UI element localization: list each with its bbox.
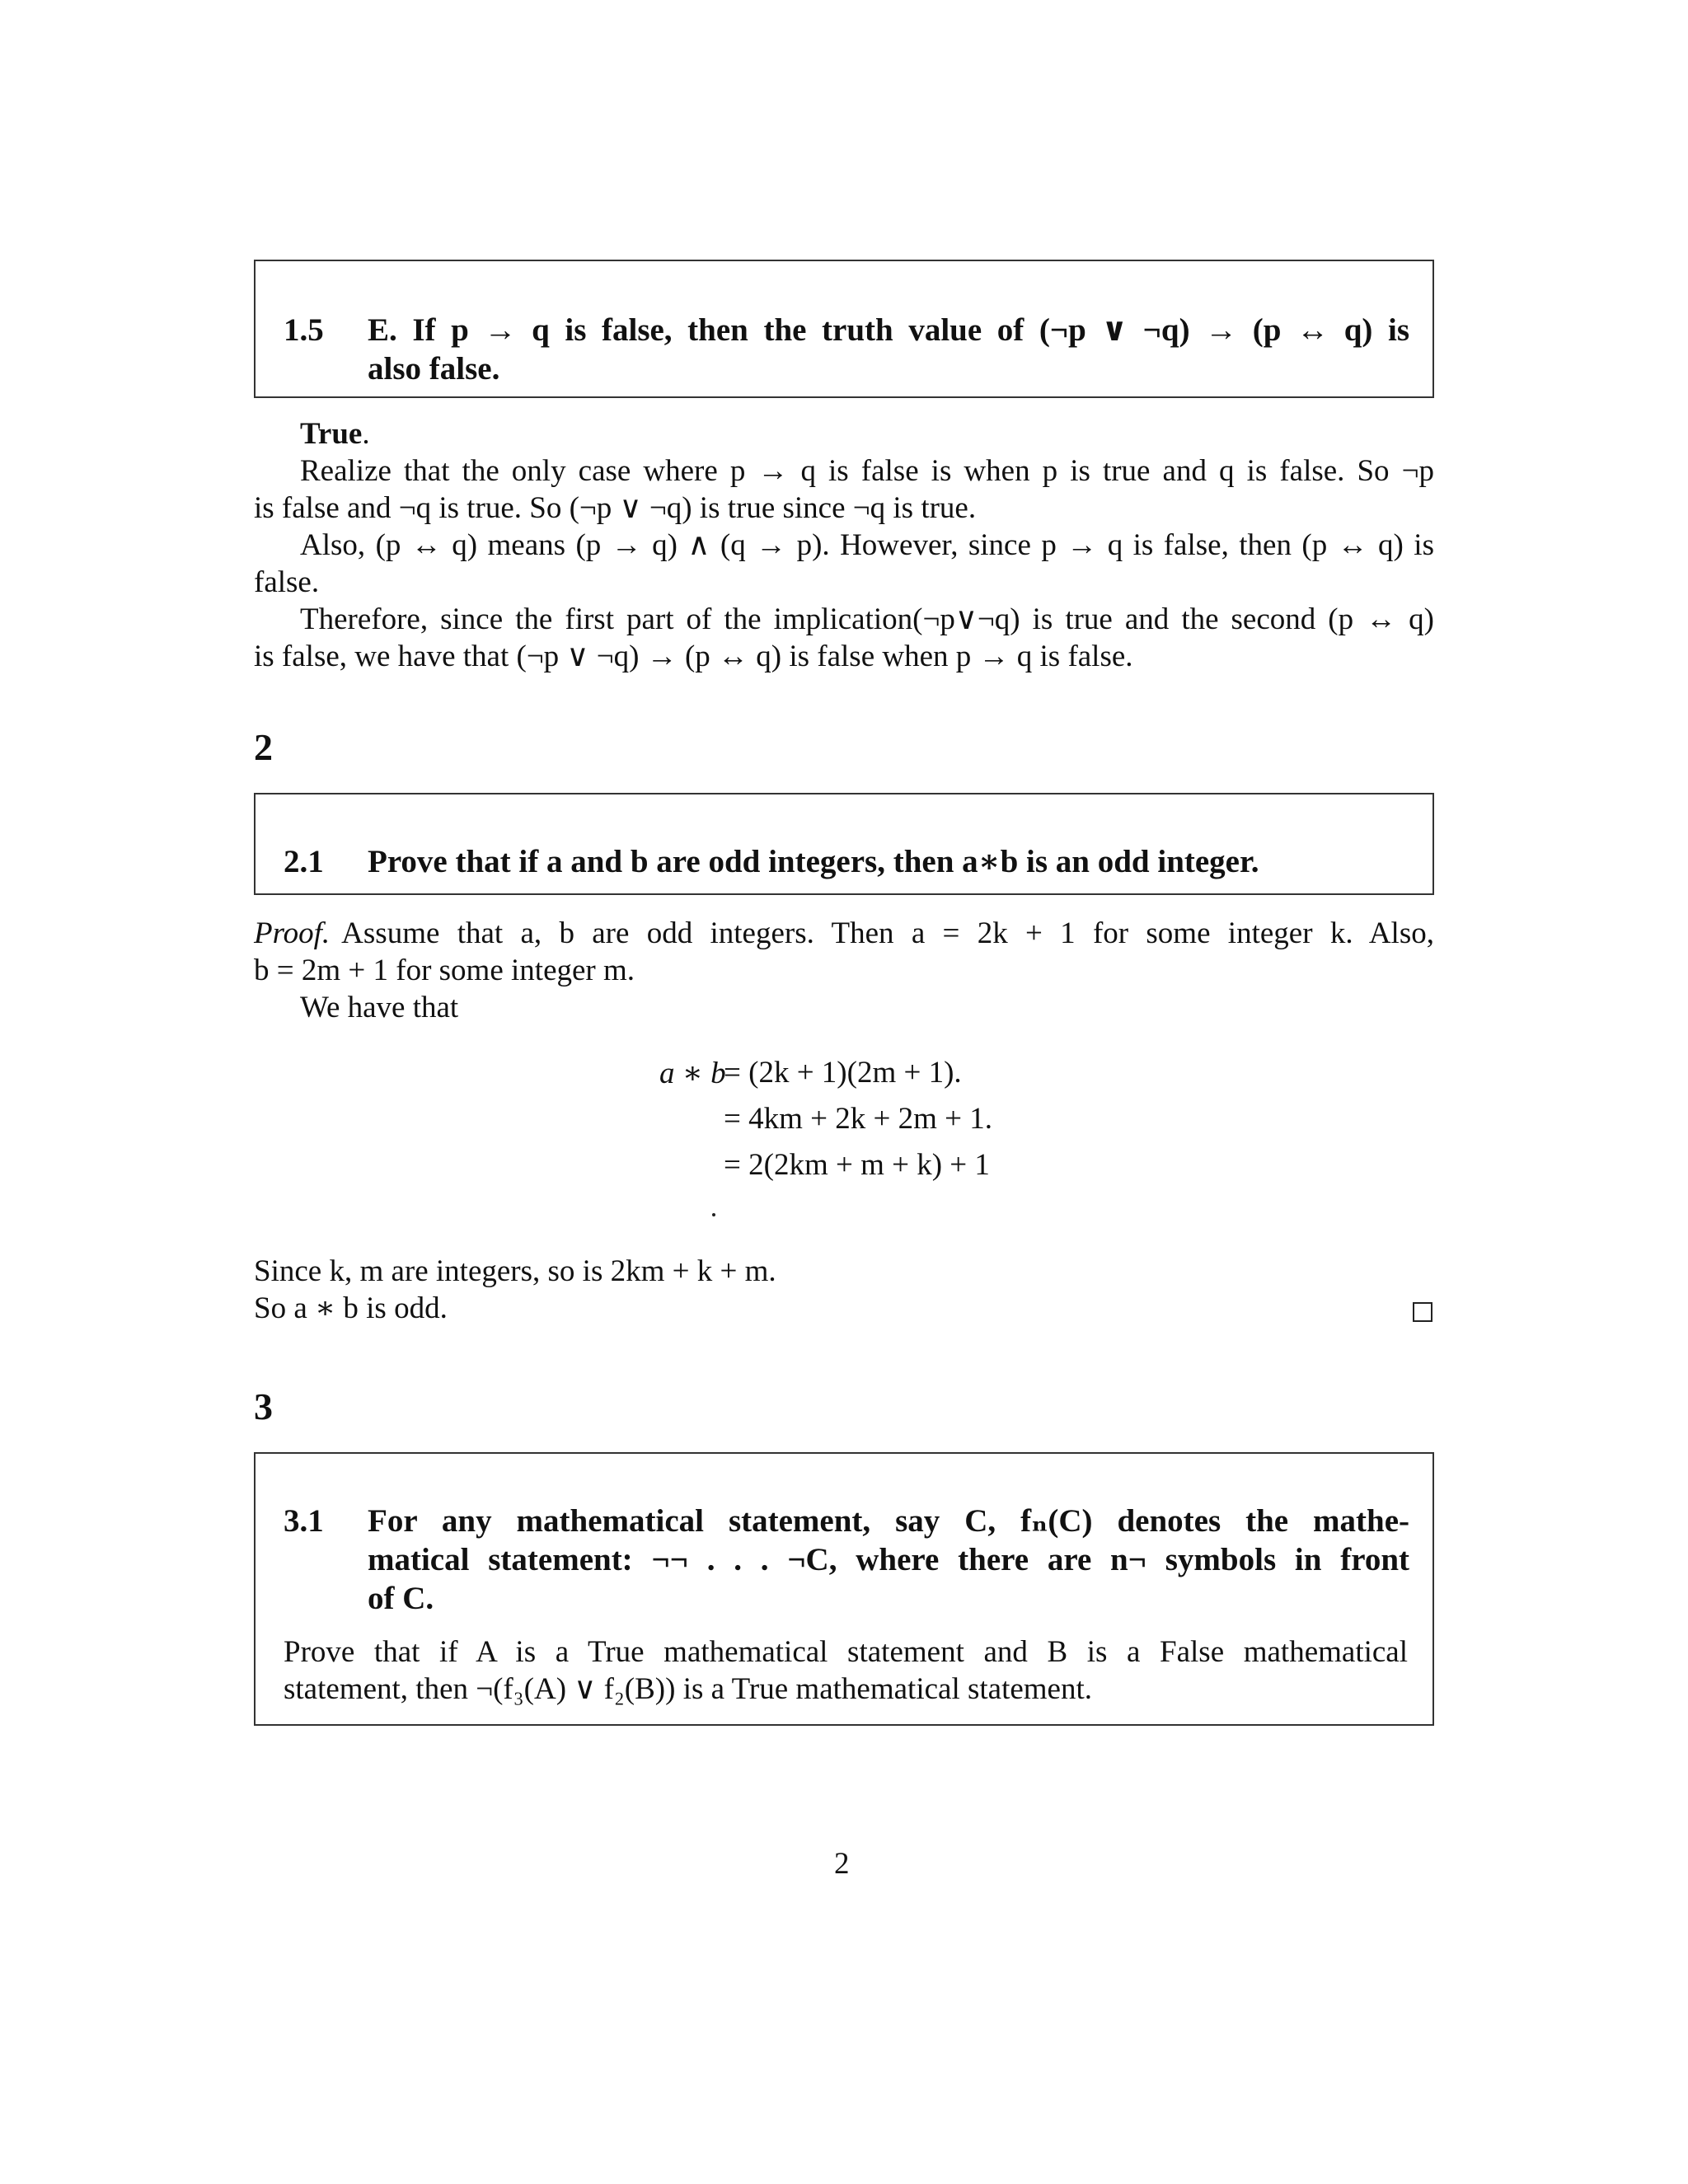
problem-2-1-box — [254, 793, 1434, 895]
problem-title-line-1: E. If p → q is false, then the truth value of (¬p ∨ ¬q) → (p ↔ q) is — [368, 312, 1409, 348]
proof-first-line — [254, 915, 1434, 952]
problem-title: Prove that if a and b are odd integers, then a∗b is an odd integer. — [368, 844, 1259, 879]
body-line1: Prove that if A is a True mathematical statement and B is a False mathematical — [284, 1635, 1408, 1669]
proof-line3: We have that — [300, 991, 459, 1024]
proof-label: Proof. — [254, 916, 331, 950]
answer-period: . — [362, 417, 370, 451]
equation-line-1: = (2k + 1)(2m + 1). — [724, 1056, 962, 1090]
title-line-2: matical statement: ¬¬ . . . ¬C, where there are n¬ symbols in front — [368, 1542, 1409, 1577]
section-3-heading: 3 — [254, 1385, 273, 1427]
title-line-1: For any mathematical statement, say C, fₙ(C) denotes the mathe- — [368, 1503, 1409, 1539]
equation-trailing-dot — [712, 1213, 715, 1216]
proof-line2: b = 2m + 1 for some integer m. — [254, 954, 635, 987]
conclusion-line2: So a ∗ b is odd. — [254, 1291, 448, 1325]
para3-line1: Therefore, since the first part of the implication(¬p∨¬q) is true and the second (p ↔ q) — [300, 602, 1434, 636]
qed-square-icon — [1413, 1302, 1432, 1322]
para2-line1: Also, (p ↔ q) means (p → q) ∧ (q → p). However, since p → q is false, then (p ↔ q) is — [300, 528, 1434, 562]
problem-number: 1.5 — [284, 312, 324, 348]
answer-line — [300, 415, 370, 452]
para3-line2: is false, we have that (¬p ∨ ¬q) → (p ↔ q) is false when p → q is false. — [254, 640, 1133, 673]
equation-line-2: = 4km + 2k + 2m + 1. — [724, 1102, 993, 1136]
conclusion-line1: Since k, m are integers, so is 2km + k + m. — [254, 1254, 776, 1288]
para2-line2: false. — [254, 565, 320, 599]
problem-number: 2.1 — [284, 844, 324, 879]
section-2-heading: 2 — [254, 726, 273, 768]
title-line-3: of C. — [368, 1581, 434, 1616]
equation-lhs: a ∗ b — [659, 1057, 726, 1090]
problem-3-1-box — [254, 1452, 1434, 1726]
equation-line-3: = 2(2km + m + k) + 1 — [724, 1148, 990, 1182]
problem-number: 3.1 — [284, 1503, 324, 1539]
proof-line1: Assume that a, b are odd integers. Then a = 2k + 1 for some integer k. Also, — [341, 916, 1434, 950]
problem-title-line-2: also false. — [368, 351, 500, 387]
para1-line1: Realize that the only case where p → q is false is when p is true and q is false. So ¬p — [300, 454, 1434, 488]
body-line2: statement, then ¬(f₃(A) ∨ f₂(B)) is a True mathematical statement. — [284, 1672, 1093, 1706]
page-number: 2 — [834, 1847, 850, 1881]
para1-line2: is false and ¬q is true. So (¬p ∨ ¬q) is true since ¬q is true. — [254, 491, 977, 525]
problem-1-5-box — [254, 260, 1434, 398]
answer-label: True — [300, 417, 363, 451]
